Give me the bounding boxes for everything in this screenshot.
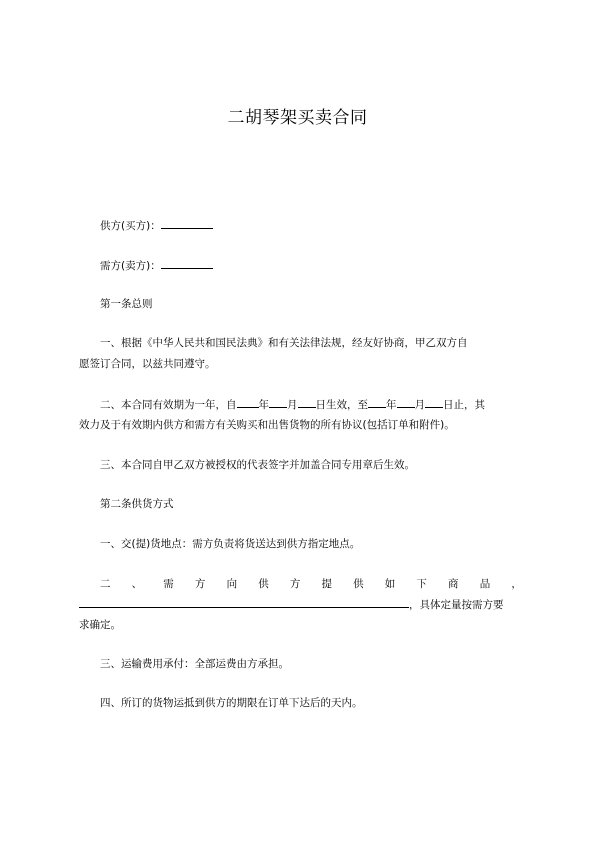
- a2-p2-char: 下: [416, 578, 427, 590]
- buyer-label: 需方(卖方)：: [100, 260, 161, 272]
- month-label: 月: [287, 399, 298, 411]
- a1-p2-line1: [79, 397, 526, 412]
- a2-p2-char: 品: [479, 578, 491, 590]
- a2-p2-char: ，: [511, 578, 522, 590]
- a2-p2-char: 供: [258, 578, 269, 590]
- day-end-label: 日止，其: [443, 399, 485, 411]
- a2-p2-suffix: ，具体定量按需方要: [409, 599, 504, 611]
- page-title: 二胡琴架买卖合同: [227, 108, 368, 128]
- a1-p1-line1: 一、根据《中华人民共和国民法典》和有关法律法规，经友好协商，甲乙双方自: [100, 337, 468, 349]
- a2-p2-char: 向: [226, 578, 238, 590]
- a2-p2-line1: [79, 577, 526, 591]
- day-effective-label: 日生效，至: [315, 399, 368, 411]
- buyer-blank: [161, 258, 213, 269]
- a1-p2-prefix: 二、本合同有效期为一年，自: [100, 399, 237, 411]
- a2-p2-char: 需: [163, 578, 174, 590]
- end-year-blank: [368, 397, 386, 408]
- supplier-blank: [161, 218, 213, 229]
- a2-p2-char: 、: [131, 578, 143, 590]
- year-label-2: 年: [386, 399, 397, 411]
- a1-p2-line2: 效力及于有效期内供方和需方有关购买和出售货物的所有协议(包括订单和附件)。: [79, 419, 455, 431]
- article2-heading: 第二条供货方式: [100, 498, 174, 510]
- year-label: 年: [258, 399, 269, 411]
- start-day-blank: [298, 397, 316, 408]
- supplier-label: 供方(买方)：: [100, 220, 161, 232]
- month-label-2: 月: [414, 399, 425, 411]
- a2-p1: 一、交(提)货地点：需方负责将货送达到供方指定地点。: [100, 538, 361, 550]
- a2-p2-char: 如: [384, 578, 396, 590]
- a2-p2-line2: [79, 597, 526, 612]
- supplier-line: [79, 218, 526, 233]
- a2-p3: 三、运输费用承付：全部运费由方承担。: [100, 658, 289, 670]
- a2-p2-char: 方: [194, 578, 206, 590]
- a1-p3: 三、本合同自甲乙双方被授权的代表签字并加盖合同专用章后生效。: [100, 459, 415, 471]
- a2-p2-char: 提: [321, 578, 332, 590]
- buyer-line: [79, 258, 526, 273]
- a2-p2-line3: 求确定。: [79, 619, 121, 631]
- article1-heading: 第一条总则: [100, 298, 153, 310]
- a1-p1-line2: 愿签订合同，以兹共同遵守。: [79, 358, 216, 370]
- end-month-blank: [397, 397, 415, 408]
- a2-p2-char: 方: [289, 578, 301, 590]
- goods-blank: [79, 597, 409, 608]
- start-month-blank: [269, 397, 287, 408]
- end-day-blank: [425, 397, 443, 408]
- a2-p4: 四、所订的货物运抵到供方的期限在订单下达后的天内。: [100, 697, 363, 709]
- a2-p2-char: 二: [100, 578, 111, 590]
- a2-p2-char: 商: [448, 578, 459, 590]
- a2-p2-char: 供: [353, 578, 364, 590]
- start-year-blank: [237, 397, 259, 408]
